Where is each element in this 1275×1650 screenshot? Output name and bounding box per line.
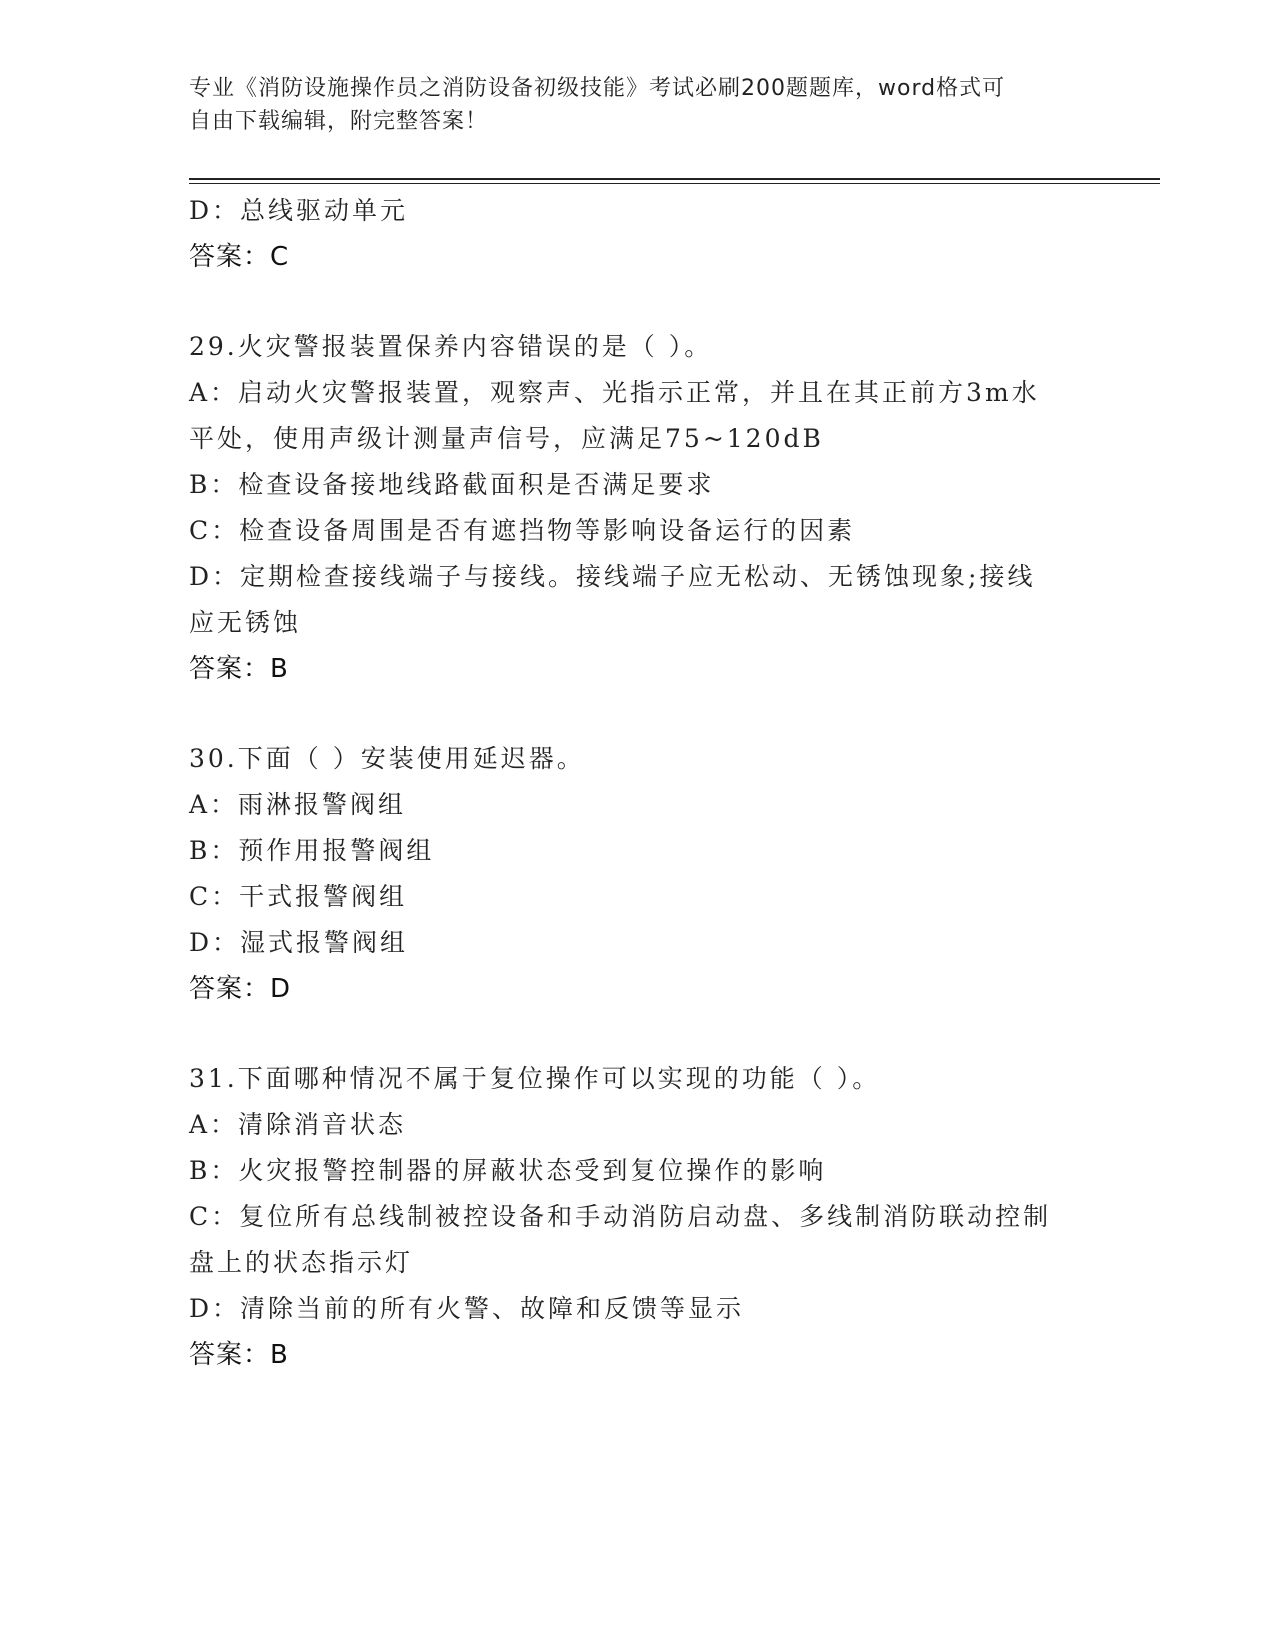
header-divider-thin [189,183,1160,184]
option-b: B：火灾报警控制器的屏蔽状态受到复位操作的影响 [189,1156,827,1185]
question-text: 31.下面哪种情况不属于复位操作可以实现的功能（ ）。 [189,1064,881,1093]
option-c-continued: 盘上的状态指示灯 [189,1248,414,1277]
spacer [189,280,1089,324]
option-a: A：雨淋报警阀组 [189,790,407,819]
question-block-31 [189,1056,1089,1378]
answer-line: 答案：B [189,1340,289,1370]
question-block-29 [189,324,1089,692]
header-line-1: 专业《消防设施操作员之消防设备初级技能》考试必刷200题题库，word格式可 [189,76,1006,101]
question-text: 30.下面（ ）安装使用延迟器。 [189,744,585,773]
option-c: C：干式报警阀组 [189,882,408,911]
question-text: 29.火灾警报装置保养内容错误的是（ ）。 [189,332,713,361]
option-d: D：定期检查接线端子与接线。接线端子应无松动、无锈蚀现象;接线 [189,562,1036,591]
answer-line: 答案：B [189,654,289,684]
option-d-continued: 应无锈蚀 [189,608,302,637]
spacer [189,692,1089,736]
page-header [189,72,1089,138]
option-d: D：清除当前的所有火警、故障和反馈等显示 [189,1294,745,1323]
header-line-2: 自由下载编辑，附完整答案！ [189,109,489,134]
option-c: C：复位所有总线制被控设备和手动消防启动盘、多线制消防联动控制 [189,1202,1052,1231]
option-a: A：启动火灾警报装置，观察声、光指示正常，并且在其正前方3m水 [189,378,1040,407]
question-block-30 [189,736,1089,1012]
option-b: B：预作用报警阀组 [189,836,435,865]
answer-line: 答案：D [189,974,292,1004]
header-divider-thick [189,178,1160,180]
option-d: D：总线驱动单元 [189,196,409,225]
option-a: A：清除消音状态 [189,1110,407,1139]
spacer [189,1012,1089,1056]
question-block-28 [189,188,1089,280]
option-a-continued: 平处，使用声级计测量声信号，应满足75~120dB [189,424,824,453]
option-d: D：湿式报警阀组 [189,928,409,957]
document-body [189,188,1089,1378]
option-c: C：检查设备周围是否有遮挡物等影响设备运行的因素 [189,516,856,545]
option-b: B：检查设备接地线路截面积是否满足要求 [189,470,715,499]
answer-line: 答案：C [189,242,290,272]
